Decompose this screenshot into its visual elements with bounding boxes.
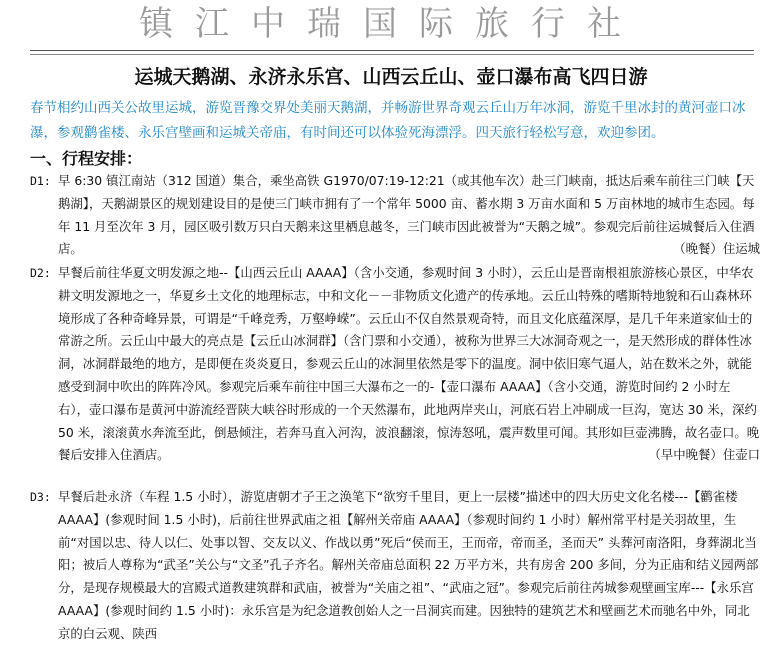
day-label: D3: bbox=[30, 490, 51, 504]
day-description bbox=[58, 170, 760, 261]
header-rule-top bbox=[30, 50, 754, 51]
itinerary-day-1 bbox=[30, 170, 760, 261]
day-text: 早餐后赴永济（车程 1.5 小时），游览唐朝才子王之涣笔下“欲穷千里目，更上一层楼”描述中的四大历史文化名楼---【鹳雀楼 AAAA】(参观时间 1.5 小时)，后前往世界武庙之祖【解州关帝庙 AAAA】（参观时间约 1 小时）解州常平村是关羽故里，生前“对国以忠、待人以仁、处事以智、交友以义、作战以勇”死后“侯而王，王而帝，帝而圣，圣而天” 头葬河南洛阳，身葬湖北当阳；被后人尊称为“武圣”关公与“文圣”孔子齐名。解州关帝庙总面积 22 万平方米，共有房舍 200 多间，分为正庙和结义园两部分，是现存规模最大的宫殿式道教建筑群和武庙，被誉为“关庙之祖”、“武庙之冠”。参观完后前往芮城参观壁画宝库---【永乐宫 AAAA】(参观时间约 1.5 小时)：永乐宫是为纪念道教创始人之一吕洞宾而建。因独特的建筑艺术和壁画艺术而驰名中外，同北京的白云观、陕西 bbox=[58, 489, 759, 641]
itinerary-day-2 bbox=[30, 262, 760, 467]
tour-intro: 春节相约山西关公故里运城，游览晋豫交界处美丽天鹅湖，并畅游世界奇观云丘山万年冰洞，游览千里冰封的黄河壶口冰瀑，参观鹳雀楼、永乐宫壁画和运城关帝庙，有时间还可以体验死海漂浮。四天旅行轻松写意，欢迎参团。 bbox=[30, 100, 746, 141]
day-description bbox=[58, 486, 760, 646]
tour-title: 运城天鹅湖、永济永乐宫、山西云丘山、壶口瀑布高飞四日游 bbox=[134, 66, 648, 88]
day-meal-lodging: （晚餐）住运城 bbox=[673, 241, 760, 257]
day-description bbox=[58, 262, 760, 467]
section-heading: 一、行程安排： bbox=[30, 149, 143, 168]
day-meal-lodging: （早中晚餐）住壶口 bbox=[648, 447, 760, 463]
company-name: 镇江中瑞国际旅行社 bbox=[139, 4, 643, 44]
itinerary-day-3 bbox=[30, 486, 760, 646]
day-label: D2: bbox=[30, 266, 51, 280]
header-rule-bottom bbox=[30, 54, 754, 55]
day-label: D1: bbox=[30, 174, 51, 188]
day-text: 早 6:30 镇江南站（312 国道）集合，乘坐高铁 G1970/07:19-12:21（或其他车次）赴三门峡南，抵达后乘车前往三门峡【天鹅湖】，天鹅湖景区的规划建设目的是使三门峡市拥有了一个常年 5000 亩、蓄水期 3 万亩水面和 5 万亩林地的城市生态园。每年 11 月至次年 3 月，园区吸引数万只白天鹅来这里栖息越冬，三门峡市因此被誉为“天鹅之城”。参观完后前往运城餐后入住酒店。 bbox=[58, 173, 755, 257]
day-text: 早餐后前往华夏文明发源之地--【山西云丘山 AAAA】（含小交通，参观时间 3 小时），云丘山是晋南根祖旅游核心景区，中华农耕文明发源地之一，华夏乡土文化的地理标志，中和文化－－非物质文化遗产的传承地。云丘山特殊的嗜斯特地貌和石山森林环境形成了各种奇峰异景，可谓是“千峰竞秀，万壑峥嵘”。云丘山不仅自然景观奇特，而且文化底蕴深厚，是几千年来道家仙士的常游之所。云丘山中最大的亮点是【云丘山冰洞群】（含门票和小交通），被称为世界三大冰洞奇观之一，是天然形成的群体性冰洞，冰洞群最绝的地方，是即便在炎炎夏日，参观云丘山的冰洞里依然是零下的温度。洞中依旧寒气逼人，站在数米之外，就能感受到洞中吹出的阵阵冷风。参观完后乘车前往中国三大瀑布之一的-【壶口瀑布 AAAA】（含小交通，游览时间约 2 小时左右），壶口瀑布是黄河中游流经晋陕大峡谷时形成的一个天然瀑布，此地两岸夹山，河底石岩上冲刷成一巨沟，宽达 30 米，深约 50 米，滚滚黄水奔流至此，倒悬倾注，若奔马直入河沟，波浪翻滚，惊涛怒吼，震声数里可闻。其形如巨壶沸腾，故名壶口。晚餐后安排入住酒店。 bbox=[58, 265, 760, 463]
